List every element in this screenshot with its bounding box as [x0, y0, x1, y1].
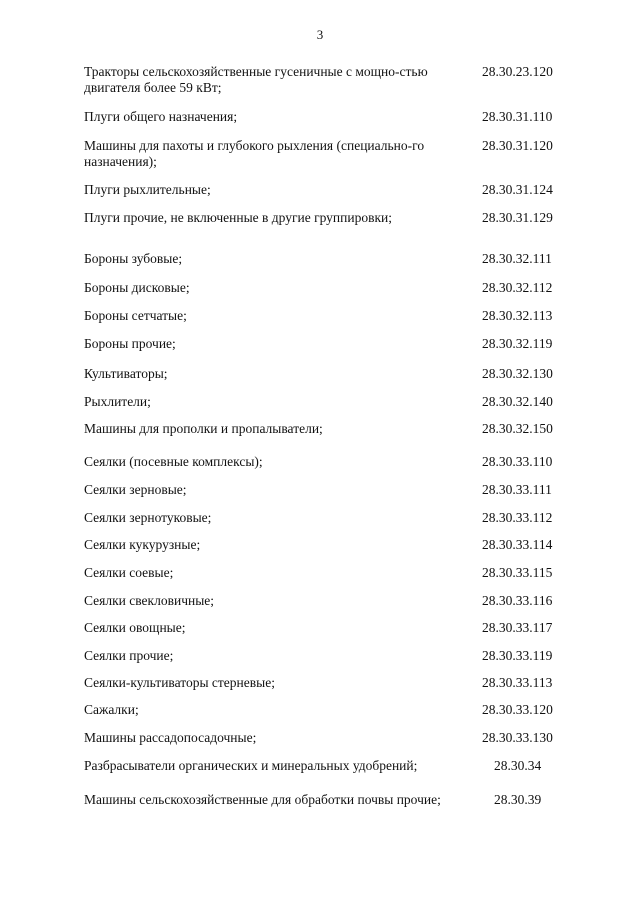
item-code: 28.30.33.116: [482, 593, 553, 608]
item-name: Рыхлители;: [84, 394, 151, 409]
item-name: Сеялки кукурузные;: [84, 537, 201, 552]
item-code: 28.30.32.112: [482, 280, 553, 295]
item-name: Машины рассадопосадочные;: [84, 730, 257, 745]
item-name: Машины сельскохозяйственные для обработки почвы прочие;: [84, 792, 441, 807]
item-name: Плуги прочие, не включенные в другие группировки;: [84, 210, 393, 225]
item-code: 28.30.33.119: [482, 648, 553, 663]
item-name: Бороны дисковые;: [84, 280, 190, 295]
item-code: 28.30.33.115: [482, 565, 553, 580]
item-name: Сеялки-культиваторы стерневые;: [84, 675, 275, 690]
item-name: Тракторы сельскохозяйственные гусеничные с мощно-стью двигателя более 59 кВт;: [84, 64, 428, 95]
page-number: 3: [316, 27, 324, 42]
item-name: Бороны зубовые;: [84, 251, 183, 266]
item-code: 28.30.34: [494, 758, 542, 773]
item-code: 28.30.32.150: [482, 421, 553, 436]
item-code: 28.30.33.112: [482, 510, 553, 525]
item-name: Сеялки свекловичные;: [84, 593, 215, 608]
item-name: Бороны сетчатые;: [84, 308, 187, 323]
item-code: 28.30.33.117: [482, 620, 553, 635]
item-name: Плуги рыхлительные;: [84, 182, 211, 197]
item-code: 28.30.31.110: [482, 109, 553, 124]
item-code: 28.30.31.120: [482, 138, 553, 153]
item-code: 28.30.33.110: [482, 454, 553, 469]
item-code: 28.30.31.129: [482, 210, 553, 225]
item-code: 28.30.33.130: [482, 730, 553, 745]
item-code: 28.30.31.124: [482, 182, 553, 197]
item-code: 28.30.39: [494, 792, 542, 807]
item-code: 28.30.33.111: [482, 482, 552, 497]
item-name: Плуги общего назначения;: [84, 109, 238, 124]
item-name: Сеялки овощные;: [84, 620, 186, 635]
item-code: 28.30.32.140: [482, 394, 553, 409]
item-name: Бороны прочие;: [84, 336, 176, 351]
item-name: Сажалки;: [84, 702, 139, 717]
item-name: Сеялки зерновые;: [84, 482, 187, 497]
item-name: Разбрасыватели органических и минеральных удобрений;: [84, 758, 418, 773]
item-code: 28.30.32.111: [482, 251, 552, 266]
item-code: 28.30.32.119: [482, 336, 553, 351]
item-name: Сеялки зернотуковые;: [84, 510, 212, 525]
item-name: Сеялки прочие;: [84, 648, 174, 663]
item-code: 28.30.32.113: [482, 308, 553, 323]
item-code: 28.30.33.120: [482, 702, 553, 717]
item-code: 28.30.32.130: [482, 366, 553, 381]
item-code: 28.30.33.114: [482, 537, 553, 552]
item-code: 28.30.33.113: [482, 675, 553, 690]
item-name: Культиваторы;: [84, 366, 168, 381]
item-name: Машины для прополки и пропалыватели;: [84, 421, 323, 436]
item-name: Сеялки соевые;: [84, 565, 174, 580]
item-name: Сеялки (посевные комплексы);: [84, 454, 263, 469]
item-name: Машины для пахоты и глубокого рыхления (специально-го назначения);: [84, 138, 425, 169]
item-code: 28.30.23.120: [482, 64, 553, 79]
